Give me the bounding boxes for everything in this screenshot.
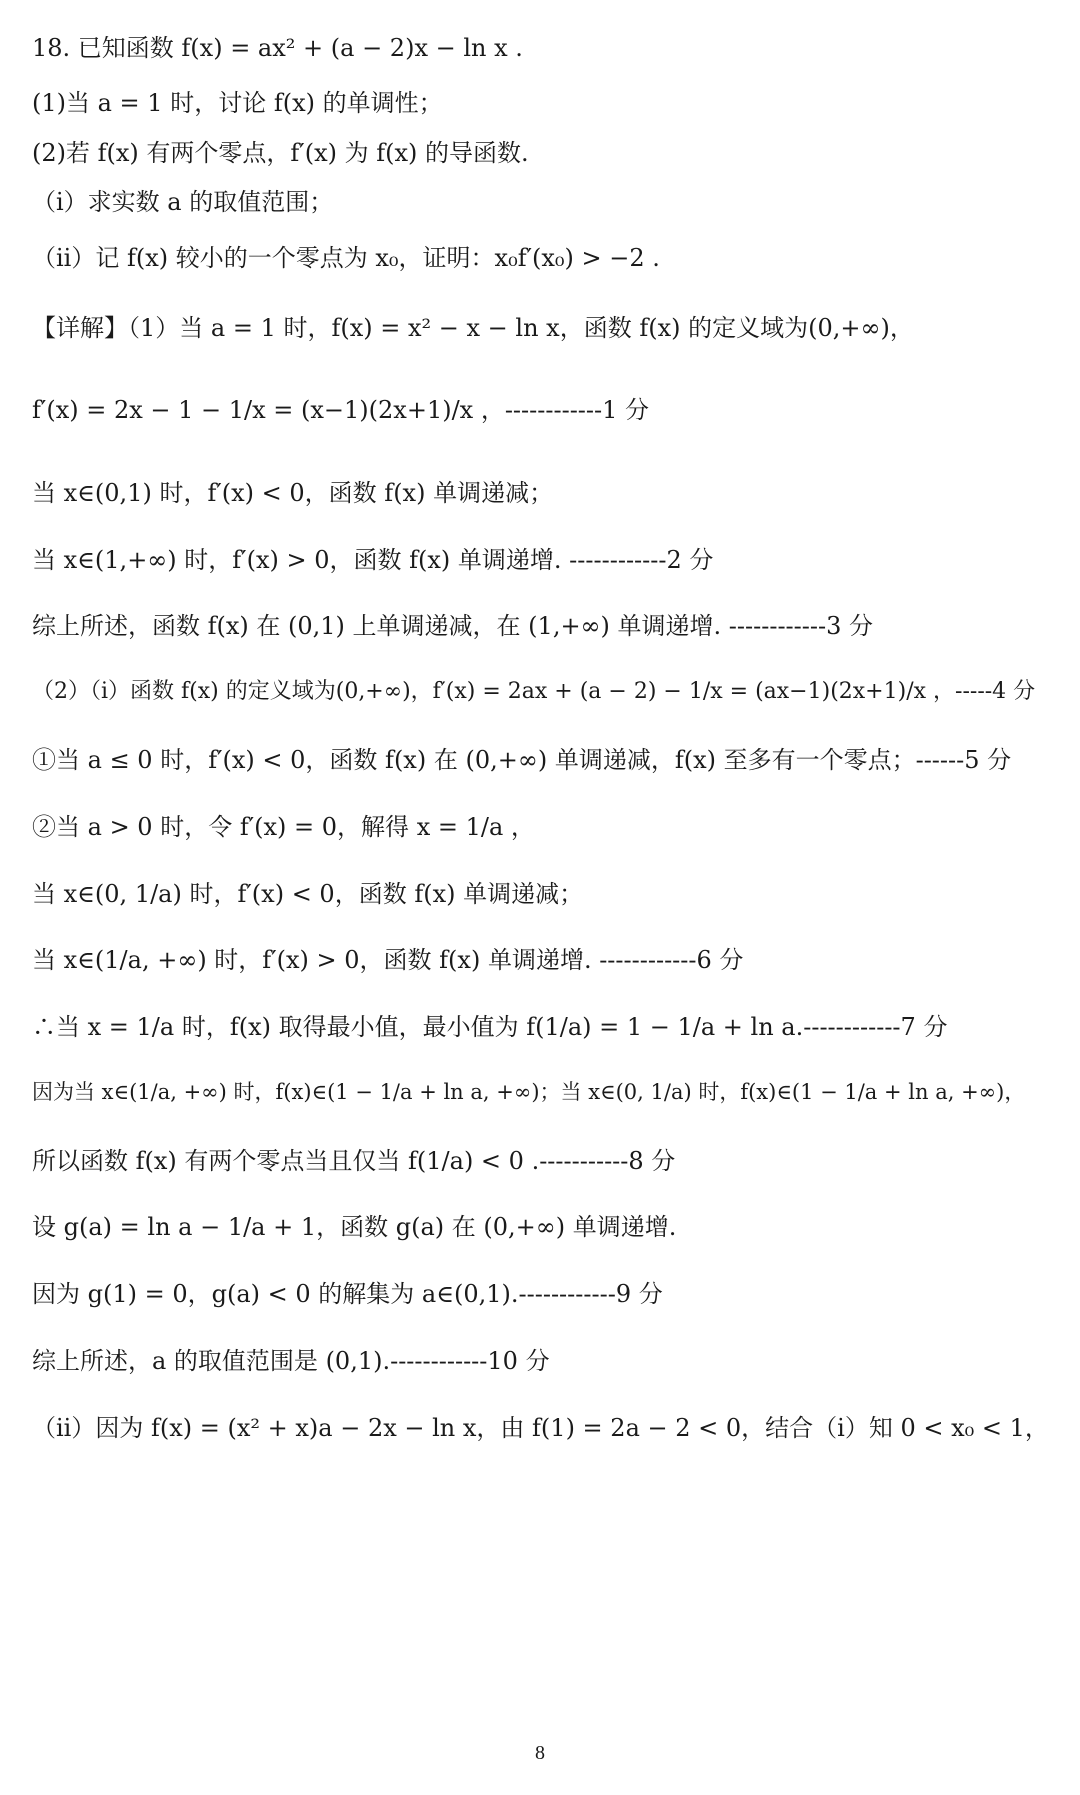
solution-line: ①当 a ≤ 0 时，f′(x) < 0，函数 f(x) 在 (0,+∞) 单调递减，f(x) 至多有一个零点；------5 分 [32,746,1012,774]
solution-line: （2）（i）函数 f(x) 的定义域为(0,+∞)，f′(x) = 2ax + (a − 2) − 1/x = (ax−1)(2x+1)/x ，-----4 分 [32,679,1036,704]
solution-line: ∴当 x = 1/a 时，f(x) 取得最小值，最小值为 f(1/a) = 1 − 1/a + ln a.------------7 分 [32,1013,948,1041]
solution-line: 综上所述，函数 f(x) 在 (0,1) 上单调递减，在 (1,+∞) 单调递增. ------------3 分 [32,612,874,640]
solution-line: 当 x∈(0, 1/a) 时，f′(x) < 0，函数 f(x) 单调递减； [32,880,584,908]
subquestion-2-i: （i）求实数 a 的取值范围； [32,188,334,216]
solution-line: f′(x) = 2x − 1 − 1/x = (x−1)(2x+1)/x ，------------1 分 [32,396,650,424]
solution-line: 当 x∈(1/a, +∞) 时，f′(x) > 0，函数 f(x) 单调递增. ------------6 分 [32,946,744,974]
page-number: 8 [535,1742,545,1764]
solution-line: 所以函数 f(x) 有两个零点当且仅当 f(1/a) < 0 .-----------8 分 [32,1147,676,1175]
solution-line: 因为 g(1) = 0，g(a) < 0 的解集为 a∈(0,1).------------9 分 [32,1280,663,1308]
solution-line: 设 g(a) = ln a − 1/a + 1，函数 g(a) 在 (0,+∞) 单调递增. [32,1213,677,1241]
problem-statement: 18. 已知函数 f(x) = ax² + (a − 2)x − ln x . [32,34,523,62]
solution-line: 综上所述，a 的取值范围是 (0,1).------------10 分 [32,1347,550,1375]
solution-line: （ii）因为 f(x) = (x² + x)a − 2x − ln x，由 f(1) = 2a − 2 < 0，结合（i）知 0 < x₀ < 1， [32,1414,1049,1442]
solution-line: 当 x∈(0,1) 时，f′(x) < 0，函数 f(x) 单调递减； [32,479,554,507]
solution-heading-line: 【详解】（1）当 a = 1 时，f(x) = x² − x − ln x，函数 f(x) 的定义域为(0,+∞)， [32,314,914,342]
solution-line: ②当 a > 0 时，令 f′(x) = 0，解得 x = 1/a ， [32,813,535,841]
subquestion-2-ii: （ii）记 f(x) 较小的一个零点为 x₀，证明：x₀f′(x₀) > −2 . [32,244,660,272]
solution-line: 当 x∈(1,+∞) 时，f′(x) > 0，函数 f(x) 单调递增. ------------2 分 [32,546,714,574]
subquestion-1: (1)当 a = 1 时，讨论 f(x) 的单调性； [32,89,443,117]
solution-line: 因为当 x∈(1/a, +∞) 时，f(x)∈(1 − 1/a + ln a, +∞)；当 x∈(0, 1/a) 时，f(x)∈(1 − 1/a + ln a, +∞)， [32,1080,1026,1104]
subquestion-2: (2)若 f(x) 有两个零点，f′(x) 为 f(x) 的导函数. [32,139,529,167]
